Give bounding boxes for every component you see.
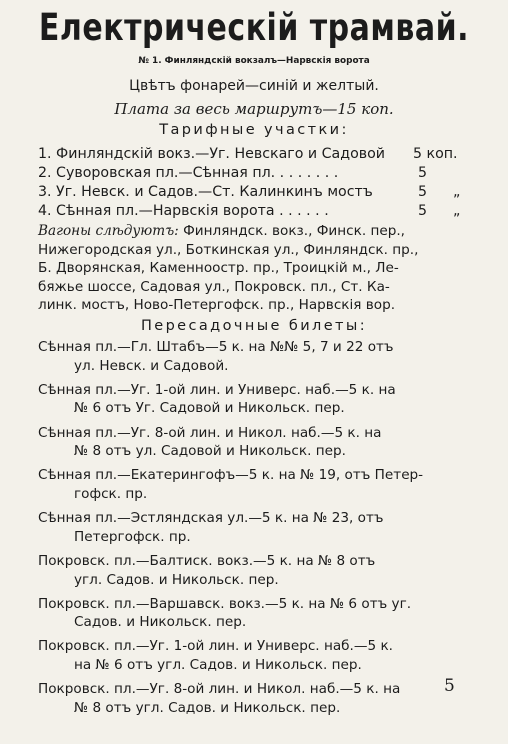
wagons-label: Вагоны слѣдуютъ: <box>38 223 179 239</box>
tariff-price: 5 <box>418 184 428 200</box>
transfers-list <box>38 338 478 723</box>
wagons-line: Б. Дворянская, Каменноостр. пр., Троицкій м., Ле- <box>38 260 399 277</box>
lights-info: Цвѣтъ фонарей—синій и желтый. <box>129 78 379 94</box>
transfer-entry <box>38 424 478 461</box>
transfer-line: № 8 отъ ул. Садовой и Никольск. пер. <box>74 443 346 460</box>
wagons-line: Нижегородская ул., Боткинская ул., Финляндск. пр., <box>38 241 419 258</box>
tariff-heading: Тарифные участки: <box>159 122 349 138</box>
transfer-line: № 6 отъ Уг. Садовой и Никольск. пер. <box>74 400 345 417</box>
wagons-text: Финляндск. вокз., Финск. пер., <box>178 223 405 239</box>
route-heading: № 1. Финляндскій вокзалъ—Нарвскія ворота <box>138 56 370 66</box>
tariff-text: 2. Суворовская пл.—Сѣнная пл. . . . . . . . <box>38 165 339 181</box>
transfer-line: Петергофск. пр. <box>74 528 191 545</box>
wagons-line <box>38 222 475 241</box>
transfer-line: Покровск. пл.—Уг. 8-ой лин. и Никол. наб.—5 к. на <box>38 681 401 698</box>
tariff-ditto: „ <box>453 203 461 219</box>
transfer-line: Покровск. пл.—Балтиск. вокз.—5 к. на № 8 отъ <box>38 552 376 569</box>
fare-info: Плата за весь маршрутъ—15 коп. <box>114 100 394 118</box>
tariff-text: 1. Финляндскій вокз.—Уг. Невскаго и Садовой <box>38 146 386 162</box>
transfer-entry <box>38 466 478 503</box>
transfer-entry <box>38 509 478 546</box>
transfer-entry <box>38 595 478 632</box>
wagons-line: бяжье шоссе, Садовая ул., Покровск. пл., Ст. Ка- <box>38 278 390 295</box>
page-number: 5 <box>444 676 455 696</box>
transfer-line: Сѣнная пл.—Уг. 8-ой лин. и Никол. наб.—5 к. на <box>38 424 382 441</box>
transfer-line: Садов. и Никольск. пер. <box>74 614 247 631</box>
wagons-line: линк. мостъ, Ново-Петергофск. пр., Нарвскія вор. <box>38 297 396 314</box>
transfer-line: Сѣнная пл.—Екатерингофъ—5 к. на № 19, отъ Петер- <box>38 467 424 484</box>
transfers-heading: Пересадочные билеты: <box>140 318 368 334</box>
transfer-entry <box>38 637 478 674</box>
transfer-line: гофск. пр. <box>74 485 148 502</box>
wagons-paragraph <box>38 222 475 315</box>
transfer-line: № 8 отъ угл. Садов. и Никольск. пер. <box>74 699 341 716</box>
tariff-ditto: „ <box>453 184 461 200</box>
transfer-line: на № 6 отъ угл. Садов. и Никольск. пер. <box>74 657 362 674</box>
tariff-price: 5 <box>418 165 428 181</box>
transfer-line: Покровск. пл.—Варшавск. вокз.—5 к. на № 6 отъ уг. <box>38 595 412 612</box>
transfer-line: Сѣнная пл.—Эстляндская ул.—5 к. на № 23, отъ <box>38 510 384 527</box>
transfer-line: ул. Невск. и Садовой. <box>74 357 229 374</box>
transfer-entry <box>38 680 478 717</box>
transfer-line: Сѣнная пл.—Уг. 1-ой лин. и Универс. наб.—5 к. на <box>38 381 396 398</box>
transfer-entry <box>38 338 478 375</box>
transfer-entry <box>38 381 478 418</box>
tariff-price: 5 коп. <box>413 146 458 162</box>
tariff-text: 3. Уг. Невск. и Садов.—Ст. Калинкинъ мостъ <box>38 184 373 200</box>
tariff-text: 4. Сѣнная пл.—Нарвскія ворота . . . . . . <box>38 203 329 219</box>
page-title: Електрическій трамвай. <box>38 6 470 50</box>
transfer-line: Покровск. пл.—Уг. 1-ой лин. и Универс. наб.—5 к. <box>38 638 393 655</box>
transfer-line: Сѣнная пл.—Гл. Штабъ—5 к. на №№ 5, 7 и 22 отъ <box>38 339 394 355</box>
transfer-line: угл. Садов. и Никольск. пер. <box>74 571 279 588</box>
tariff-price: 5 <box>418 203 428 219</box>
transfer-entry <box>38 552 478 589</box>
tariff-row <box>38 146 478 162</box>
tariff-row <box>38 184 478 200</box>
tariff-row <box>38 203 478 219</box>
tariff-row <box>38 165 478 181</box>
